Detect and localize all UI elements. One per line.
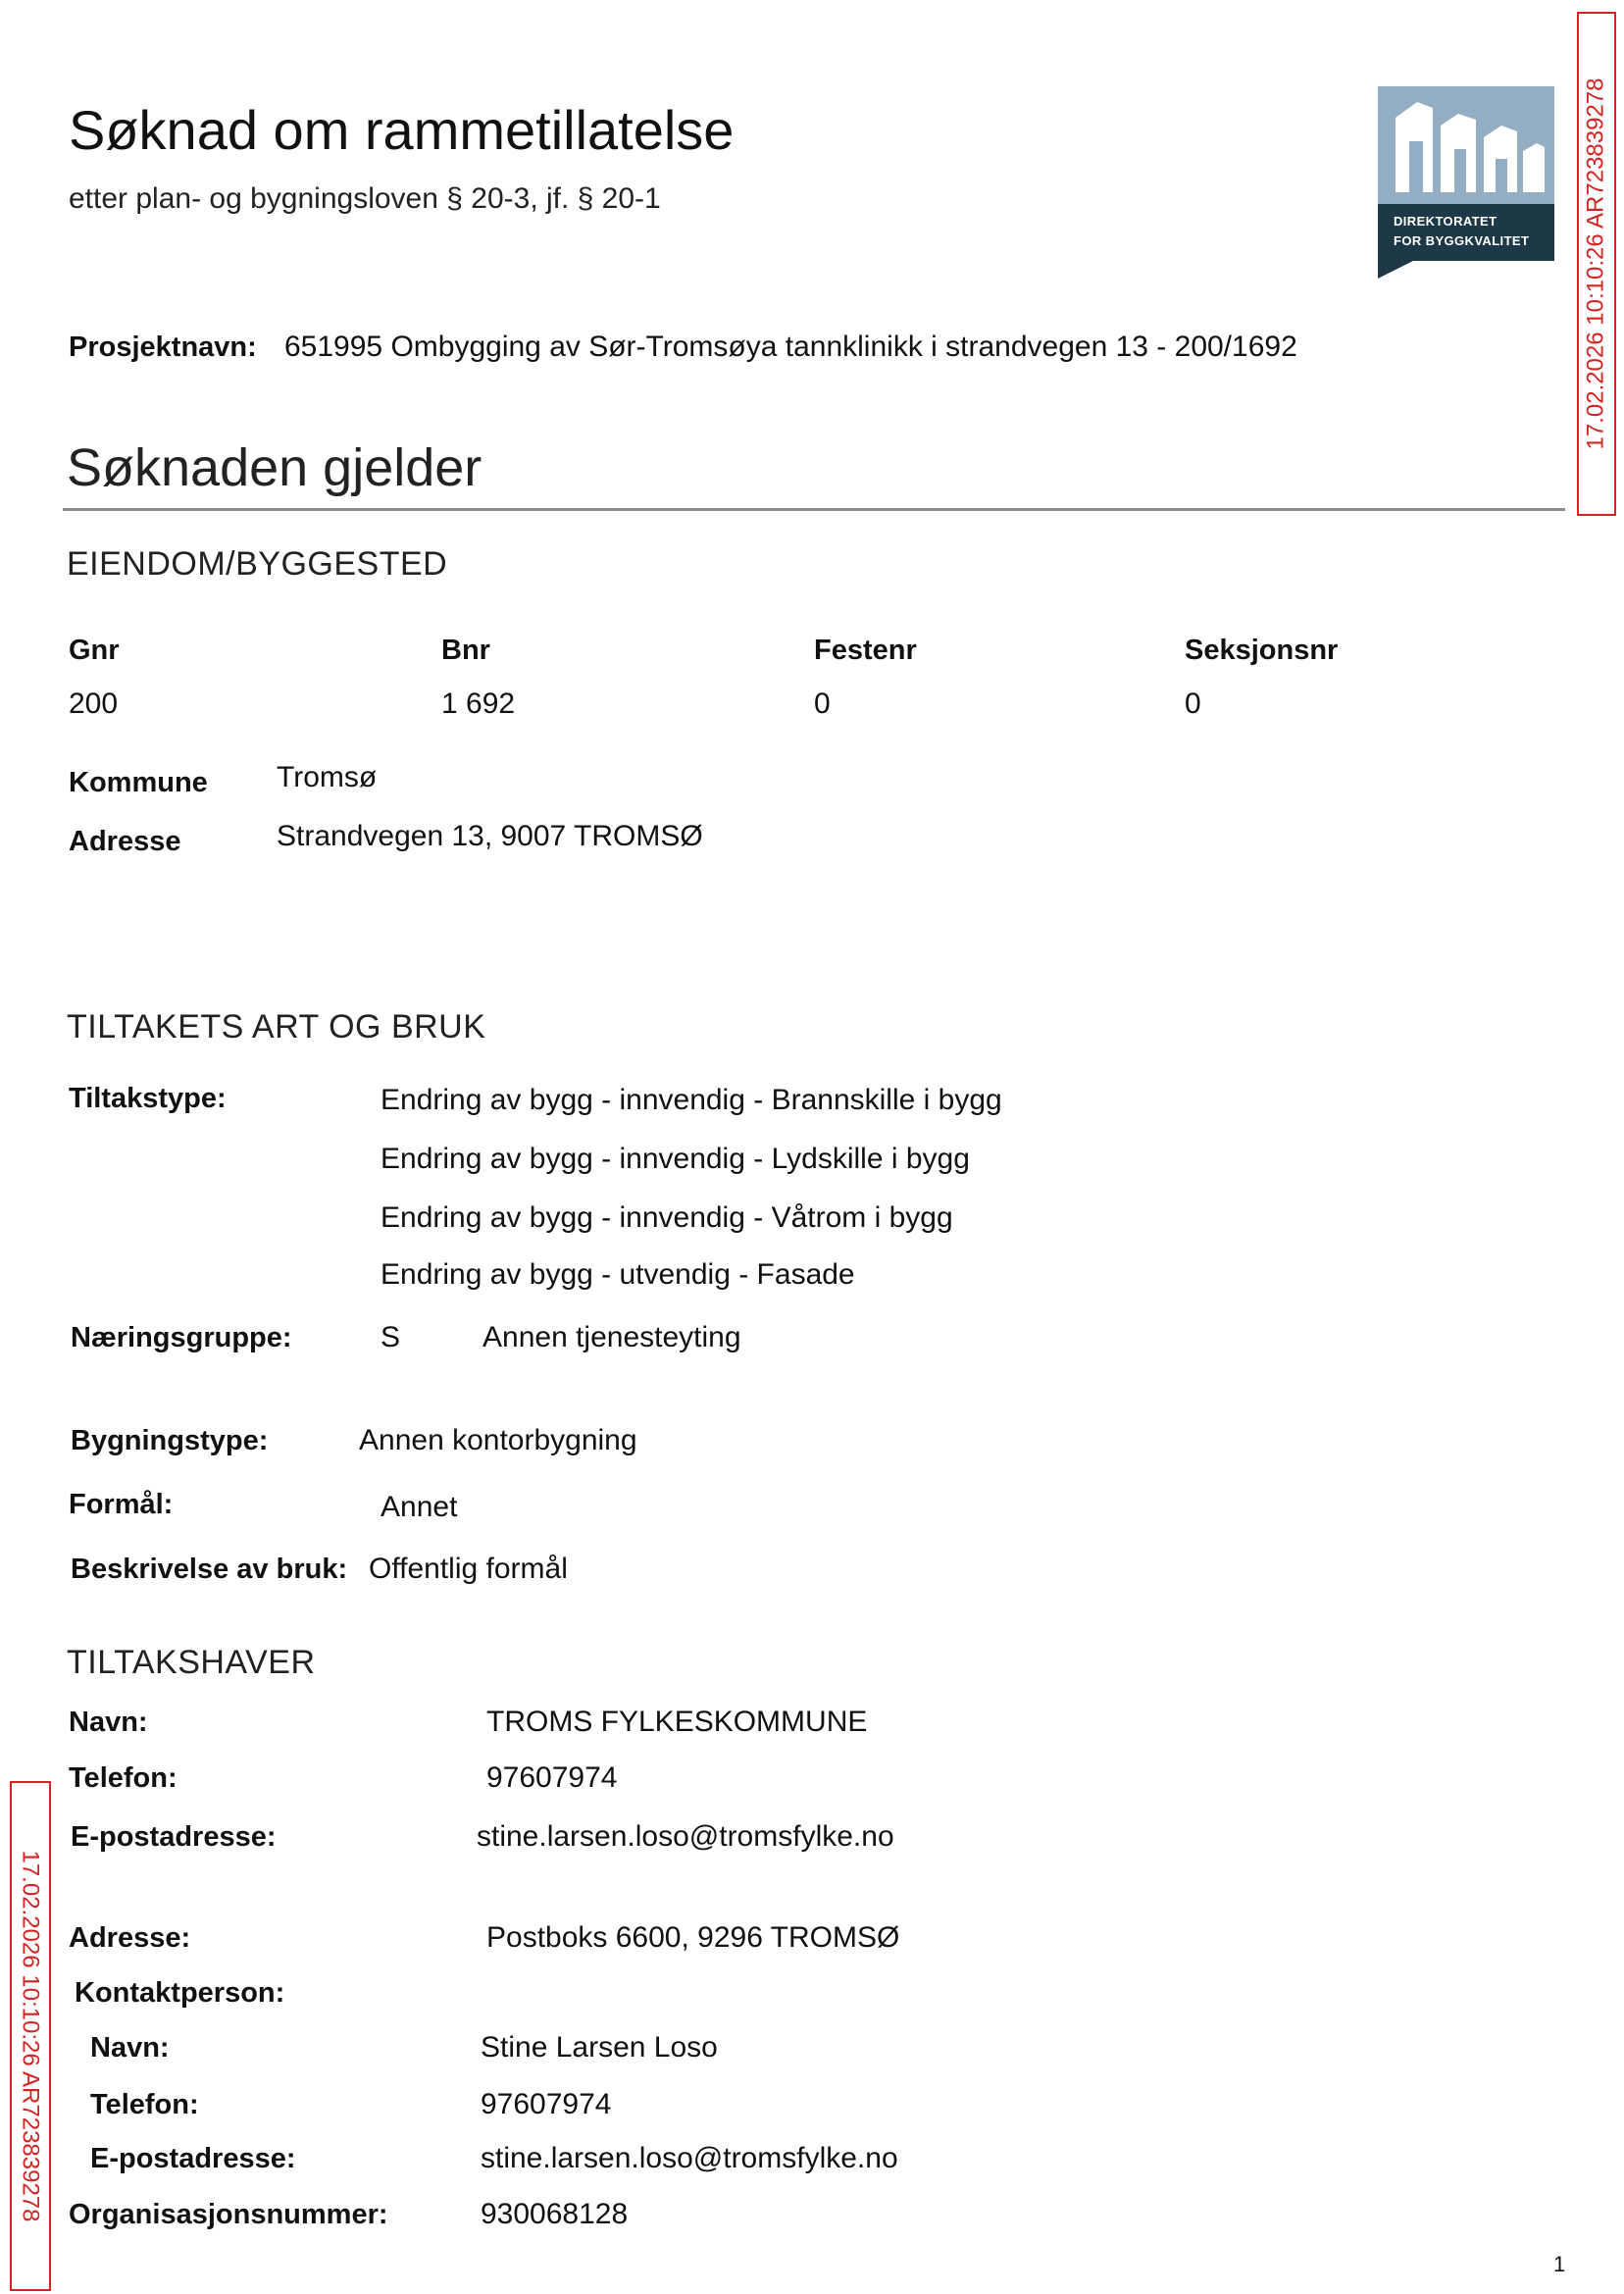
gnr-value: 200 xyxy=(69,688,119,720)
formal-label: Formål: xyxy=(69,1489,174,1520)
adresse-label: Adresse xyxy=(69,826,181,857)
formal-value: Annet xyxy=(381,1491,458,1523)
project-value: 651995 Ombygging av Sør-Tromsøya tannklinikk i strandvegen 13 - 200/1692 xyxy=(284,331,1297,363)
archive-stamp-bottom xyxy=(10,1781,51,2291)
owner-phone-value: 97607974 xyxy=(486,1761,618,1794)
bnr-value: 1 692 xyxy=(441,688,516,720)
application-heading: Søknaden gjelder xyxy=(67,438,482,497)
measure-heading: TILTAKETS ART OG BRUK xyxy=(67,1008,486,1045)
owner-email-label: E-postadresse: xyxy=(71,1821,277,1853)
archive-stamp-text: 17.02.2026 10:10:26 AR723839278 xyxy=(18,1850,44,2222)
owner-address-value: Postboks 6600, 9296 TROMSØ xyxy=(486,1921,900,1954)
page-number: 1 xyxy=(1553,2252,1566,2276)
kommune-value: Tromsø xyxy=(277,761,378,793)
adresse-value: Strandvegen 13, 9007 TROMSØ xyxy=(277,820,703,852)
archive-stamp-top xyxy=(1577,12,1616,516)
contact-name-label: Navn: xyxy=(90,2032,170,2064)
seksjonsnr-value: 0 xyxy=(1185,688,1201,720)
bnr-label: Bnr xyxy=(441,635,490,666)
logo-text-line2: FOR BYGGKVALITET xyxy=(1394,233,1530,248)
tiltakstype-item: Endring av bygg - innvendig - Lydskille i bygg xyxy=(381,1143,970,1175)
contact-phone-value: 97607974 xyxy=(481,2088,612,2120)
naeringsgruppe-code: S xyxy=(381,1321,401,1353)
owner-name-value: TROMS FYLKESKOMMUNE xyxy=(486,1706,868,1738)
contact-name-value: Stine Larsen Loso xyxy=(481,2031,718,2064)
kommune-label: Kommune xyxy=(69,767,208,798)
owner-address-label: Adresse: xyxy=(69,1922,191,1954)
project-label: Prosjektnavn: xyxy=(69,331,257,363)
owner-heading: TILTAKSHAVER xyxy=(67,1644,316,1681)
owner-phone-label: Telefon: xyxy=(69,1762,178,1794)
festenr-value: 0 xyxy=(814,688,831,720)
heading-divider xyxy=(63,508,1565,511)
logo-flag xyxy=(1378,261,1413,279)
archive-stamp-text: 17.02.2026 10:10:26 AR723839278 xyxy=(1583,77,1609,450)
orgnr-label: Organisasjonsnummer: xyxy=(69,2199,388,2230)
naeringsgruppe-text: Annen tjenesteyting xyxy=(482,1321,741,1353)
bruk-label: Beskrivelse av bruk: xyxy=(71,1554,348,1585)
tiltakstype-item: Endring av bygg - utvendig - Fasade xyxy=(381,1258,855,1291)
document-subtitle: etter plan- og bygningsloven § 20-3, jf. § 20-1 xyxy=(69,182,661,215)
owner-email-value: stine.larsen.loso@tromsfylke.no xyxy=(477,1820,894,1853)
contact-email-label: E-postadresse: xyxy=(90,2143,296,2174)
tiltakstype-item: Endring av bygg - innvendig - Våtrom i bygg xyxy=(381,1201,953,1234)
gnr-label: Gnr xyxy=(69,635,120,666)
owner-name-label: Navn: xyxy=(69,1707,148,1738)
naeringsgruppe-label: Næringsgruppe: xyxy=(71,1322,292,1353)
tiltakstype-label: Tiltakstype: xyxy=(69,1083,227,1114)
building-silhouette-icon xyxy=(1378,86,1554,204)
contact-email-value: stine.larsen.loso@tromsfylke.no xyxy=(481,2142,898,2174)
bygningstype-label: Bygningstype: xyxy=(71,1425,269,1456)
festenr-label: Festenr xyxy=(814,635,917,666)
contact-phone-label: Telefon: xyxy=(90,2089,199,2120)
seksjonsnr-label: Seksjonsnr xyxy=(1185,635,1339,666)
dibk-logo xyxy=(1378,86,1554,279)
contact-person-label: Kontaktperson: xyxy=(75,1977,285,2009)
bruk-value: Offentlig formål xyxy=(369,1553,568,1585)
document-title: Søknad om rammetillatelse xyxy=(69,99,735,161)
bygningstype-value: Annen kontorbygning xyxy=(359,1424,637,1456)
property-heading: EIENDOM/BYGGESTED xyxy=(67,545,448,583)
tiltakstype-item: Endring av bygg - innvendig - Brannskille i bygg xyxy=(381,1084,1002,1116)
orgnr-value: 930068128 xyxy=(481,2198,629,2230)
logo-text-line1: DIREKTORATET xyxy=(1394,214,1497,229)
